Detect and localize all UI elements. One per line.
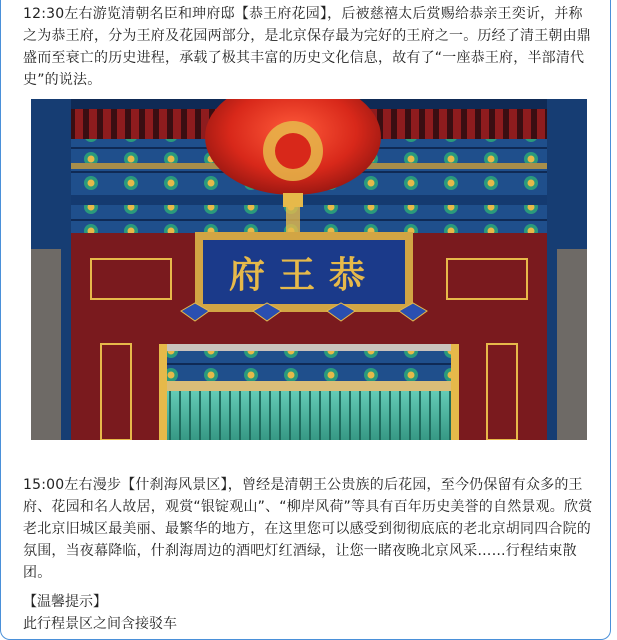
gate-illustration [31, 99, 587, 440]
gongwangfu-gate-photo [31, 99, 587, 440]
paragraph-gongwangfu: 12:30左右游览清朝名臣和珅府邸【恭王府花园】，后被慈禧太后赏赐给恭亲王奕䜣，并称之为恭王府，分为王府及花园两部分，是北京保存最为完好的王府之一。历经了清王朝由鼎盛而至衰亡的历史进程，承载了极其丰富的历史文化信息，故有了“一座恭王府，半部清代史”的说法。 [23, 6, 591, 88]
tips-body: 此行程景区之间含接驳车 [23, 616, 177, 632]
plaque-text: 府王恭 [228, 254, 380, 296]
paragraph-shichahai: 15:00左右漫步【什刹海风景区】，曾经是清朝王公贵族的后花园，至今仍保留有众多的王府、花园和名人故居，观赏“银锭观山”、“柳岸风荷”等具有百年历史美誉的自然景观。欣赏老北京旧城区最美丽、最繁华的地方，在这里您可以感受到彻彻底底的老北京胡同四合院的氛围，当夜幕降临，什刹海周边的酒吧灯红酒绿，让您一睹夜晚北京风采……行程结束散团。 [23, 477, 593, 581]
tips-title: 【温馨提示】 [23, 594, 107, 610]
